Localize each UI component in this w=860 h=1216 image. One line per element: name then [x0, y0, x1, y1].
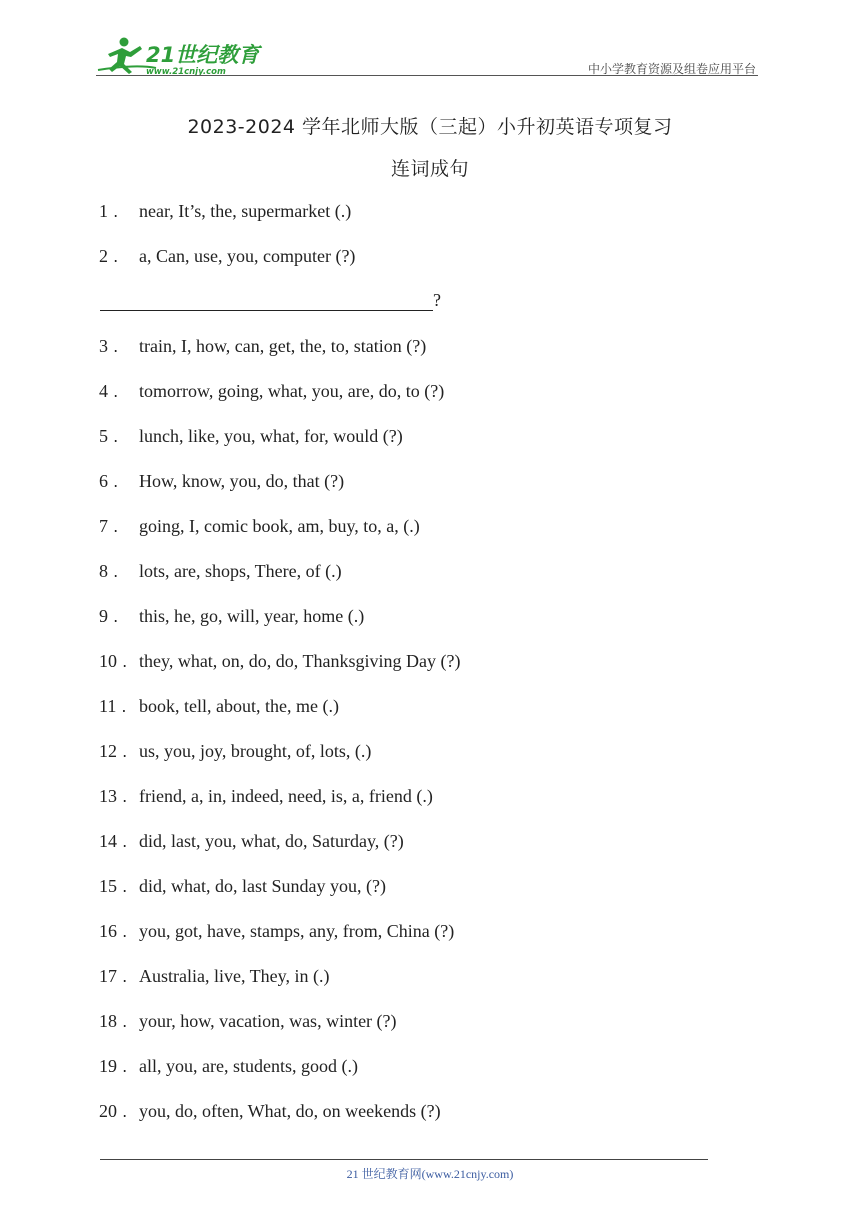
- question-number: [99, 695, 139, 718]
- question-number: [99, 560, 139, 583]
- question-number-value: 15: [99, 876, 117, 896]
- question-item: [99, 1010, 397, 1033]
- question-number-dot: .: [108, 382, 119, 401]
- logo-figure-body: [108, 46, 142, 74]
- question-item: [99, 650, 460, 673]
- question-text: this, he, go, will, year, home (.): [139, 606, 365, 626]
- question-number-value: 17: [99, 966, 117, 986]
- question-number-dot: .: [117, 1102, 128, 1121]
- question-number: [99, 245, 139, 268]
- question-number-value: 14: [99, 831, 117, 851]
- question-text: did, what, do, last Sunday you, (?): [139, 876, 386, 896]
- question-text: friend, a, in, indeed, need, is, a, friend (.): [139, 786, 433, 806]
- question-text: did, last, you, what, do, Saturday, (?): [139, 831, 404, 851]
- question-number-dot: .: [117, 652, 128, 671]
- question-text: lunch, like, you, what, for, would (?): [139, 426, 403, 446]
- document-title: 2023-2024 学年北师大版（三起）小升初英语专项复习: [187, 116, 673, 138]
- footer-text: 21 世纪教育网(www.21cnjy.com): [346, 1167, 514, 1181]
- question-number-value: 5: [99, 426, 108, 446]
- question-item: [99, 515, 420, 538]
- question-item: [99, 740, 371, 763]
- question-text: you, got, have, stamps, any, from, China (?): [139, 921, 455, 941]
- question-number-value: 10: [99, 651, 117, 671]
- question-number: [99, 965, 139, 988]
- question-text: train, I, how, can, get, the, to, station (?): [139, 336, 427, 356]
- question-number: [99, 515, 139, 538]
- question-text: book, tell, about, the, me (.): [139, 696, 339, 716]
- question-number-dot: .: [108, 202, 119, 221]
- question-text: going, I, comic book, am, buy, to, a, (.): [139, 516, 420, 536]
- question-number-dot: .: [117, 1057, 128, 1076]
- question-item: [99, 470, 344, 493]
- question-text: all, you, are, students, good (.): [139, 1056, 358, 1076]
- question-text: your, how, vacation, was, winter (?): [139, 1011, 397, 1031]
- question-number-dot: .: [108, 472, 119, 491]
- question-number-value: 16: [99, 921, 117, 941]
- question-number-dot: .: [108, 517, 119, 536]
- answer-blank: [100, 290, 433, 311]
- question-number: [99, 200, 139, 223]
- question-number-value: 4: [99, 381, 108, 401]
- question-number-dot: .: [117, 787, 128, 806]
- question-number-value: 3: [99, 336, 108, 356]
- question-number: [99, 470, 139, 493]
- logo-text: 21世纪教育: [146, 43, 260, 67]
- question-item: [99, 1100, 441, 1123]
- question-number: [99, 380, 139, 403]
- question-item: [99, 1055, 358, 1078]
- document-subtitle: 连词成句: [390, 158, 469, 180]
- question-number-value: 9: [99, 606, 108, 626]
- logo-figure-head: [120, 38, 129, 47]
- question-number: [99, 875, 139, 898]
- question-number-dot: .: [108, 337, 119, 356]
- question-number-dot: .: [117, 1012, 128, 1031]
- question-item: [99, 335, 426, 358]
- question-text: near, It’s, the, supermarket (.): [139, 201, 352, 221]
- question-number-value: 6: [99, 471, 108, 491]
- question-text: lots, are, shops, There, of (.): [139, 561, 342, 581]
- question-item: [99, 380, 444, 403]
- page-header: [96, 30, 758, 78]
- question-item: [99, 785, 433, 808]
- question-number: [99, 1010, 139, 1033]
- question-number-value: 12: [99, 741, 117, 761]
- question-item: [99, 920, 454, 943]
- question-number: [99, 1100, 139, 1123]
- question-text: How, know, you, do, that (?): [139, 471, 345, 491]
- question-item: [99, 200, 351, 223]
- question-number-dot: .: [116, 697, 127, 716]
- answer-end-mark: ?: [433, 290, 441, 310]
- question-number: [99, 830, 139, 853]
- question-text: Australia, live, They, in (.): [139, 966, 330, 986]
- question-text: tomorrow, going, what, you, are, do, to (?): [139, 381, 445, 401]
- question-number-dot: .: [108, 562, 119, 581]
- question-number: [99, 740, 139, 763]
- question-number-value: 20: [99, 1101, 117, 1121]
- question-number-dot: .: [117, 832, 128, 851]
- question-number-dot: .: [117, 742, 128, 761]
- header-divider: [96, 75, 758, 76]
- question-text: us, you, joy, brought, of, lots, (.): [139, 741, 372, 761]
- question-number: [99, 335, 139, 358]
- question-item: [99, 695, 339, 718]
- question-number-dot: .: [117, 922, 128, 941]
- question-number-value: 1: [99, 201, 108, 221]
- question-number-dot: .: [108, 247, 119, 266]
- answer-blank-line: [100, 290, 441, 311]
- question-item: [99, 560, 342, 583]
- question-item: [99, 245, 355, 268]
- logo-graphic: [96, 34, 266, 78]
- question-number: [99, 650, 139, 673]
- question-number: [99, 785, 139, 808]
- question-number: [99, 920, 139, 943]
- question-item: [99, 425, 403, 448]
- question-number-value: 8: [99, 561, 108, 581]
- question-text: a, Can, use, you, computer (?): [139, 246, 356, 266]
- logo-url: www.21cnjy.com: [146, 67, 226, 77]
- question-number: [99, 425, 139, 448]
- question-number-dot: .: [108, 607, 119, 626]
- question-number-dot: .: [108, 427, 119, 446]
- question-number-value: 7: [99, 516, 108, 536]
- question-item: [99, 875, 386, 898]
- question-number-value: 19: [99, 1056, 117, 1076]
- question-text: you, do, often, What, do, on weekends (?): [139, 1101, 441, 1121]
- question-number-dot: .: [117, 877, 128, 896]
- question-item: [99, 965, 329, 988]
- question-number-value: 11: [99, 696, 117, 716]
- question-text: they, what, on, do, do, Thanksgiving Day (?): [139, 651, 461, 671]
- footer-divider: [100, 1159, 708, 1160]
- question-number: [99, 605, 139, 628]
- question-number: [99, 1055, 139, 1078]
- question-number-value: 18: [99, 1011, 117, 1031]
- question-item: [99, 830, 404, 853]
- header-platform-text: 中小学教育资源及组卷应用平台: [587, 62, 756, 76]
- question-item: [99, 605, 364, 628]
- question-number-dot: .: [117, 967, 128, 986]
- logo: [96, 34, 266, 78]
- question-number-value: 13: [99, 786, 117, 806]
- question-number-value: 2: [99, 246, 108, 266]
